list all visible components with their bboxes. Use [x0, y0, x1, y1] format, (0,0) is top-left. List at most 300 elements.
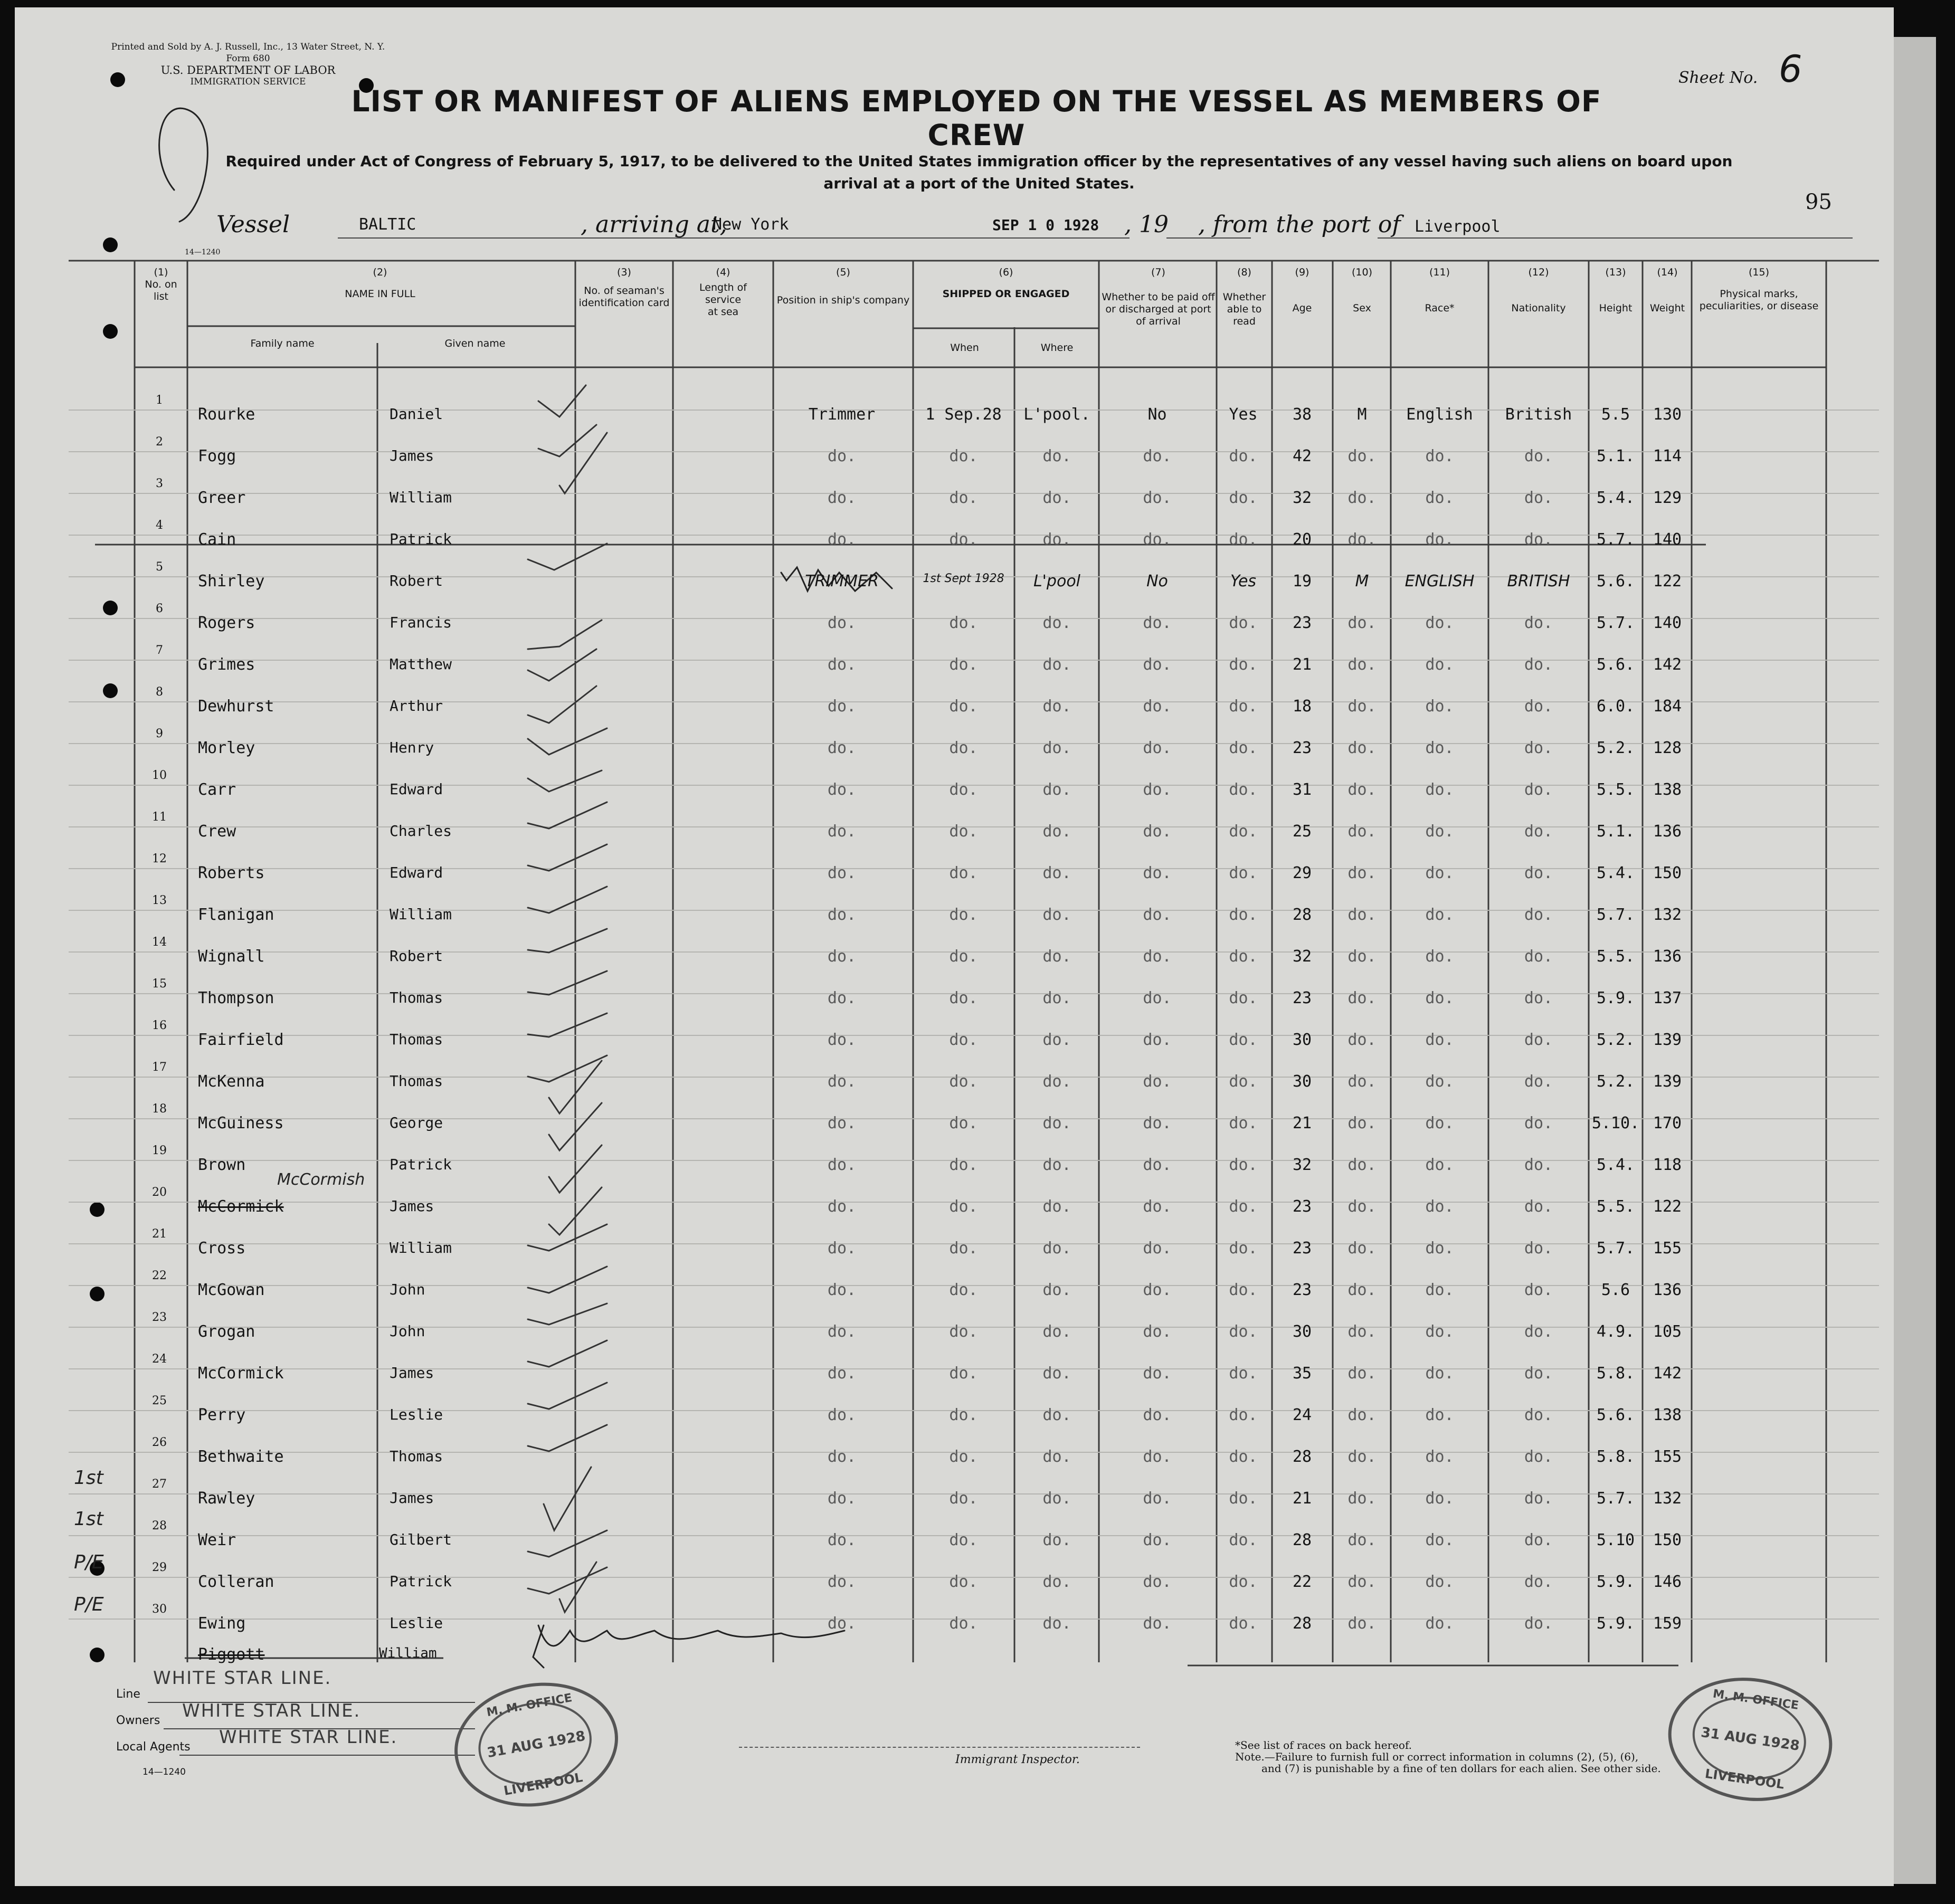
- cell-when: do.: [949, 1531, 978, 1549]
- cell-when: do.: [949, 947, 978, 966]
- cell-read: do.: [1229, 697, 1258, 716]
- cell-paid: do.: [1143, 822, 1172, 841]
- cell-nat: do.: [1524, 739, 1553, 757]
- cell-nat: do.: [1524, 1448, 1553, 1466]
- cell-height: 5.9.: [1596, 1573, 1635, 1591]
- cell-where: do.: [1042, 1322, 1071, 1341]
- cell-race: English: [1406, 405, 1473, 424]
- cell-sex: do.: [1347, 1281, 1377, 1299]
- cell-paid: do.: [1143, 1406, 1172, 1424]
- cell-no: 5: [156, 560, 163, 574]
- cell-paid: do.: [1143, 1197, 1172, 1216]
- cell-paid: do.: [1143, 1448, 1172, 1466]
- cell-no: 12: [152, 852, 167, 865]
- cell-height: 5.7.: [1596, 906, 1635, 924]
- cell-paid: do.: [1143, 530, 1172, 549]
- cell-sex: do.: [1347, 1239, 1377, 1258]
- cell-height: 5.5: [1601, 405, 1630, 424]
- cell-where: do.: [1042, 1156, 1071, 1174]
- cell-where: do.: [1042, 864, 1071, 882]
- cell-nat: do.: [1524, 1489, 1553, 1508]
- cell-race: do.: [1425, 864, 1454, 882]
- cell-race: ENGLISH: [1404, 572, 1475, 591]
- sheet-label: Sheet No.: [1678, 69, 1758, 87]
- cell-no: 8: [156, 686, 163, 699]
- cell-when: do.: [949, 1156, 978, 1174]
- cell-nat: do.: [1524, 1114, 1553, 1132]
- col-num: (4): [716, 266, 730, 278]
- cell-race: do.: [1425, 1614, 1454, 1633]
- cell-given: Thomas: [390, 989, 443, 1006]
- printer-line: U.S. DEPARTMENT OF LABOR: [160, 64, 336, 77]
- cell-read: Yes: [1229, 405, 1258, 424]
- cell-position: do.: [827, 864, 857, 882]
- cell-no: 6: [156, 602, 163, 615]
- agents-stamp: WHITE STAR LINE.: [219, 1727, 398, 1748]
- cell-position: do.: [827, 530, 857, 549]
- cell-where: do.: [1042, 1406, 1071, 1424]
- cell-where: do.: [1042, 1031, 1071, 1049]
- cell-position: do.: [827, 655, 857, 674]
- cell-nat: British: [1505, 405, 1572, 424]
- cell-no: 28: [152, 1519, 167, 1532]
- cell-no: 17: [152, 1061, 167, 1074]
- cell-paid: do.: [1143, 1281, 1172, 1299]
- cell-read: do.: [1229, 1114, 1258, 1132]
- cell-height: 5.4.: [1596, 489, 1635, 507]
- cell-height: 5.10.: [1591, 1114, 1640, 1132]
- cell-sex: M: [1357, 405, 1367, 424]
- cell-read: do.: [1229, 822, 1258, 841]
- cell-no: 16: [152, 1019, 167, 1032]
- col-header-3: [578, 266, 670, 309]
- cell-family: Bethwaite: [198, 1448, 284, 1466]
- cell-height: 5.5.: [1596, 1197, 1635, 1216]
- cell-read: do.: [1229, 530, 1258, 549]
- cell-position: Trimmer: [808, 405, 876, 424]
- cell-race: do.: [1425, 1364, 1454, 1383]
- cell-family: McGuiness: [198, 1114, 284, 1132]
- cell-given: Charles: [390, 822, 452, 840]
- cell-paid: do.: [1143, 1531, 1172, 1549]
- cell-when: do.: [949, 906, 978, 924]
- cell-age: 23: [1292, 1281, 1312, 1299]
- cell-race: do.: [1425, 1197, 1454, 1216]
- cell-read: do.: [1229, 780, 1258, 799]
- cell-position: do.: [827, 489, 857, 507]
- cell-race: do.: [1425, 530, 1454, 549]
- cell-read: do.: [1229, 1072, 1258, 1091]
- cell-read: do.: [1229, 1531, 1258, 1549]
- cell-sex: do.: [1347, 906, 1377, 924]
- form-code: 14—1240: [143, 1767, 186, 1777]
- cell-age: 32: [1292, 947, 1312, 966]
- col-label: Physical marks, peculiarities, or disease: [1699, 288, 1819, 312]
- cell-no: 15: [152, 977, 167, 991]
- cell-position: do.: [827, 906, 857, 924]
- given-name-header: Given name: [444, 338, 506, 349]
- col-label: Race*: [1425, 302, 1455, 314]
- cell-nat: do.: [1524, 1531, 1553, 1549]
- cell-race: do.: [1425, 697, 1454, 716]
- cell-weight: 184: [1653, 697, 1682, 716]
- cell-height: 5.4.: [1596, 1156, 1635, 1174]
- cell-weight: 159: [1653, 1614, 1682, 1633]
- cell-paid: do.: [1143, 989, 1172, 1007]
- cell-given: James: [390, 447, 434, 464]
- cell-given: Matthew: [390, 655, 452, 673]
- col-header-10: [1334, 266, 1390, 315]
- margin-note: 1st: [74, 1467, 103, 1489]
- cell-where: do.: [1042, 697, 1071, 716]
- cell-height: 5.7.: [1596, 614, 1635, 632]
- cell-height: 5.10: [1596, 1531, 1635, 1549]
- cell-family: Crew: [198, 822, 236, 841]
- cell-sex: M: [1355, 572, 1369, 591]
- cell-no: 23: [152, 1311, 167, 1324]
- cell-family: Grimes: [198, 655, 255, 674]
- cell-age: 23: [1292, 1197, 1312, 1216]
- fine-note-2: and (7) is punishable by a fine of ten dollars for each alien. See other side.: [1261, 1762, 1661, 1775]
- cell-position: do.: [827, 1614, 857, 1633]
- cell-when: do.: [949, 1072, 978, 1091]
- cell-paid: do.: [1143, 906, 1172, 924]
- printer-line: IMMIGRATION SERVICE: [190, 77, 306, 87]
- cell-height: 5.8.: [1596, 1364, 1635, 1383]
- cell-nat: do.: [1524, 947, 1553, 966]
- cell-age: 28: [1292, 906, 1312, 924]
- cell-family: Morley: [198, 739, 255, 757]
- col-label: No. of seaman's identification card: [578, 285, 670, 309]
- cell-paid: No: [1146, 572, 1168, 591]
- cell-sex: do.: [1347, 989, 1377, 1007]
- cell-position: do.: [827, 1114, 857, 1132]
- cell-family: Rourke: [198, 405, 255, 424]
- cell-when: do.: [949, 530, 978, 549]
- cell-nat: do.: [1524, 1239, 1553, 1258]
- cell-when: do.: [949, 1489, 978, 1508]
- cell-age: 21: [1292, 1489, 1312, 1508]
- cell-age: 28: [1292, 1448, 1312, 1466]
- cell-age: 23: [1292, 614, 1312, 632]
- cell-where: do.: [1042, 739, 1071, 757]
- cell-nat: BRITISH: [1507, 572, 1570, 591]
- cell-sex: do.: [1347, 947, 1377, 966]
- cell-when: do.: [949, 989, 978, 1007]
- cell-where: do.: [1042, 530, 1071, 549]
- stamp-date: 31 AUG 1928: [486, 1728, 587, 1762]
- cell-when: do.: [949, 614, 978, 632]
- cell-nat: do.: [1524, 822, 1553, 841]
- cell-height: 5.5.: [1596, 947, 1635, 966]
- cell-paid: do.: [1143, 655, 1172, 674]
- cell-position: do.: [827, 1531, 857, 1549]
- cell-height: 5.1.: [1596, 822, 1635, 841]
- cell-no: 20: [152, 1186, 167, 1199]
- cell-given: Arthur: [390, 697, 443, 715]
- cell-no: 22: [152, 1269, 167, 1282]
- cell-where: do.: [1042, 1114, 1071, 1132]
- cell-position: do.: [827, 1031, 857, 1049]
- cell-age: 28: [1292, 1614, 1312, 1633]
- cell-family: Ewing: [198, 1614, 246, 1633]
- when-header: When: [950, 342, 979, 354]
- cell-position: do.: [827, 947, 857, 966]
- col-header-1: [137, 266, 185, 303]
- cell-read: do.: [1229, 1364, 1258, 1383]
- cell-read: do.: [1229, 1489, 1258, 1508]
- cell-given: Gilbert: [390, 1531, 452, 1548]
- cell-no: 7: [156, 644, 163, 657]
- cell-read: do.: [1229, 614, 1258, 632]
- cell-given: Leslie: [390, 1614, 443, 1632]
- cell-family: Fairfield: [198, 1031, 284, 1049]
- cell-sex: do.: [1347, 1322, 1377, 1341]
- cell-no: 27: [152, 1478, 167, 1491]
- cell-age: 42: [1292, 447, 1312, 465]
- cell-sex: do.: [1347, 780, 1377, 799]
- margin-note: P/E: [74, 1551, 104, 1573]
- cell-position: do.: [827, 1322, 857, 1341]
- cell-no: 14: [152, 936, 167, 949]
- cell-where: do.: [1042, 1364, 1071, 1383]
- cell-given: John: [390, 1322, 425, 1340]
- col-num: (12): [1528, 266, 1549, 278]
- cell-no: 29: [152, 1561, 167, 1574]
- cell-weight: 150: [1653, 1531, 1682, 1549]
- line-label: Line: [116, 1688, 140, 1701]
- stamp-top: M. M. OFFICE: [1712, 1687, 1800, 1713]
- col-header-5: [776, 266, 910, 307]
- cell-age: 25: [1292, 822, 1312, 841]
- cell-read: do.: [1229, 1239, 1258, 1258]
- cell-family: Grogan: [198, 1322, 255, 1341]
- cell-age: 19: [1292, 572, 1312, 591]
- cell-nat: do.: [1524, 489, 1553, 507]
- cell-when: do.: [949, 1031, 978, 1049]
- cell-height: 5.2.: [1596, 1031, 1635, 1049]
- family-name-header: Family name: [250, 338, 315, 349]
- cell-family: Cain: [198, 530, 236, 549]
- cell-when: do.: [949, 1406, 978, 1424]
- cell-weight: 138: [1653, 780, 1682, 799]
- cell-paid: do.: [1143, 614, 1172, 632]
- cell-family: Wignall: [198, 947, 265, 966]
- page-subtitle: Required under Act of Congress of February 5, 1917, to be delivered to the United States immigration officer by the representatives of any vessel having such aliens on board upon arrival at a port of the United States.: [225, 153, 1733, 192]
- cell-paid: do.: [1143, 1031, 1172, 1049]
- cell-race: do.: [1425, 1531, 1454, 1549]
- cell-no: 1: [156, 394, 163, 407]
- cell-weight: 150: [1653, 864, 1682, 882]
- line-stamp: WHITE STAR LINE.: [153, 1668, 332, 1689]
- cell-weight: 170: [1653, 1114, 1682, 1132]
- cell-no: 3: [156, 477, 163, 490]
- cell-sex: do.: [1347, 1364, 1377, 1383]
- cell-sex: do.: [1347, 447, 1377, 465]
- cell-weight: 122: [1653, 572, 1682, 591]
- cell-nat: do.: [1524, 1322, 1553, 1341]
- col-header-6: [916, 266, 1096, 300]
- cell-given: Daniel: [390, 405, 443, 423]
- cell-no: 2: [156, 435, 163, 449]
- cell-when: do.: [949, 1114, 978, 1132]
- cell-position: do.: [827, 1197, 857, 1216]
- col-num: (15): [1748, 266, 1769, 278]
- cell-position: do.: [827, 447, 857, 465]
- col-num: (3): [617, 266, 631, 278]
- cell-position: do.: [827, 1573, 857, 1591]
- cell-where: do.: [1042, 906, 1071, 924]
- cell-no: 11: [152, 811, 167, 824]
- col-label: Weight: [1649, 302, 1685, 314]
- port-label: , from the port of: [1198, 211, 1401, 238]
- cell-paid: do.: [1143, 780, 1172, 799]
- cell-given: Patrick: [390, 1573, 452, 1590]
- cell-where: do.: [1042, 989, 1071, 1007]
- cell-paid: No: [1147, 405, 1167, 424]
- cell-family: McCormick: [198, 1197, 284, 1216]
- fine-note-1: Note.—Failure to furnish full or correct information in columns (2), (5), (6),: [1235, 1750, 1639, 1763]
- cell-family: Dewhurst: [198, 697, 274, 716]
- arriving-label: , arriving at,: [581, 211, 727, 238]
- cell-where: L'pool: [1033, 572, 1081, 591]
- struck-family-name: Piggott: [198, 1645, 265, 1664]
- cell-race: do.: [1425, 739, 1454, 757]
- cell-where: do.: [1042, 447, 1071, 465]
- col-header-11: [1393, 266, 1486, 315]
- cell-where: do.: [1042, 1239, 1071, 1258]
- row20-correction: McCormish: [277, 1170, 365, 1189]
- cell-weight: 130: [1653, 405, 1682, 424]
- cell-sex: do.: [1347, 1031, 1377, 1049]
- arriving-port: New York: [713, 215, 789, 234]
- cell-read: do.: [1229, 655, 1258, 674]
- cell-height: 5.6.: [1596, 1406, 1635, 1424]
- cell-given: William: [390, 1239, 452, 1256]
- cell-when: do.: [949, 1614, 978, 1633]
- col-header-2: [190, 266, 570, 300]
- cell-where: do.: [1042, 1489, 1071, 1508]
- cell-where: do.: [1042, 1072, 1071, 1091]
- cell-nat: do.: [1524, 1197, 1553, 1216]
- margin-note: 1st: [74, 1508, 103, 1530]
- cell-given: Francis: [390, 614, 452, 631]
- cell-read: do.: [1229, 906, 1258, 924]
- cell-nat: do.: [1524, 1072, 1553, 1091]
- cell-weight: 105: [1653, 1322, 1682, 1341]
- cell-race: do.: [1425, 989, 1454, 1007]
- cell-height: 5.6.: [1596, 655, 1635, 674]
- cell-when: 1st Sept 1928: [923, 572, 1004, 585]
- cell-age: 24: [1292, 1406, 1312, 1424]
- cell-height: 5.7.: [1596, 530, 1635, 549]
- cell-weight: 136: [1653, 822, 1682, 841]
- cell-age: 30: [1292, 1072, 1312, 1091]
- cell-where: do.: [1042, 1573, 1071, 1591]
- cell-paid: do.: [1143, 1072, 1172, 1091]
- cell-age: 32: [1292, 489, 1312, 507]
- col-label: Position in ship's company: [776, 294, 910, 306]
- cell-race: do.: [1425, 614, 1454, 632]
- cell-given: Robert: [390, 572, 443, 589]
- cell-when: do.: [949, 1322, 978, 1341]
- cell-nat: do.: [1524, 906, 1553, 924]
- cell-sex: do.: [1347, 530, 1377, 549]
- cell-paid: do.: [1143, 1489, 1172, 1508]
- cell-nat: do.: [1524, 447, 1553, 465]
- cell-given: William: [390, 906, 452, 923]
- cell-weight: 140: [1653, 530, 1682, 549]
- cell-family: Greer: [198, 489, 246, 507]
- stamp-top: M. M. OFFICE: [485, 1691, 573, 1720]
- cell-nat: do.: [1524, 1614, 1553, 1633]
- cell-weight: 142: [1653, 655, 1682, 674]
- cell-position: do.: [827, 1406, 857, 1424]
- cell-sex: do.: [1347, 1573, 1377, 1591]
- cell-family: Roberts: [198, 864, 265, 882]
- cell-age: 21: [1292, 655, 1312, 674]
- cell-paid: do.: [1143, 489, 1172, 507]
- immigrant-inspector-label: Immigrant Inspector.: [955, 1753, 1080, 1766]
- cell-sex: do.: [1347, 1156, 1377, 1174]
- cell-family: Perry: [198, 1406, 246, 1424]
- cell-race: do.: [1425, 655, 1454, 674]
- cell-paid: do.: [1143, 1156, 1172, 1174]
- cell-no: 9: [156, 727, 163, 740]
- cell-nat: do.: [1524, 780, 1553, 799]
- col-header-15: [1694, 266, 1824, 312]
- col-header-9: [1273, 266, 1331, 315]
- cell-family: Flanigan: [198, 906, 274, 924]
- cell-no: 21: [152, 1227, 167, 1241]
- cell-age: 35: [1292, 1364, 1312, 1383]
- cell-nat: do.: [1524, 697, 1553, 716]
- cell-when: do.: [949, 1573, 978, 1591]
- cell-no: 25: [152, 1394, 167, 1407]
- col-num: (7): [1151, 266, 1165, 278]
- cell-race: do.: [1425, 822, 1454, 841]
- cell-where: do.: [1042, 1614, 1071, 1633]
- col-header-4: [676, 266, 771, 318]
- cell-age: 38: [1292, 405, 1312, 424]
- cell-sex: do.: [1347, 864, 1377, 882]
- cell-where: do.: [1042, 655, 1071, 674]
- cell-family: Fogg: [198, 447, 236, 465]
- cell-read: do.: [1229, 1156, 1258, 1174]
- cell-family: McCormick: [198, 1364, 284, 1383]
- cell-no: 4: [156, 519, 163, 532]
- cell-race: do.: [1425, 1406, 1454, 1424]
- where-header: Where: [1040, 342, 1074, 354]
- cell-given: James: [390, 1364, 434, 1382]
- cell-when: do.: [949, 655, 978, 674]
- cell-given: Patrick: [390, 1156, 452, 1173]
- cell-family: Colleran: [198, 1573, 274, 1591]
- cell-race: do.: [1425, 447, 1454, 465]
- cell-position: do.: [827, 1489, 857, 1508]
- col-header-7: [1102, 266, 1215, 328]
- col-label: Sex: [1353, 302, 1371, 314]
- cell-where: do.: [1042, 1448, 1071, 1466]
- cell-nat: do.: [1524, 864, 1553, 882]
- cell-race: do.: [1425, 1031, 1454, 1049]
- cell-sex: do.: [1347, 1406, 1377, 1424]
- local-agents-label: Local Agents: [116, 1740, 191, 1754]
- cell-age: 20: [1292, 530, 1312, 549]
- cell-when: do.: [949, 822, 978, 841]
- cell-nat: do.: [1524, 1281, 1553, 1299]
- cell-read: do.: [1229, 947, 1258, 966]
